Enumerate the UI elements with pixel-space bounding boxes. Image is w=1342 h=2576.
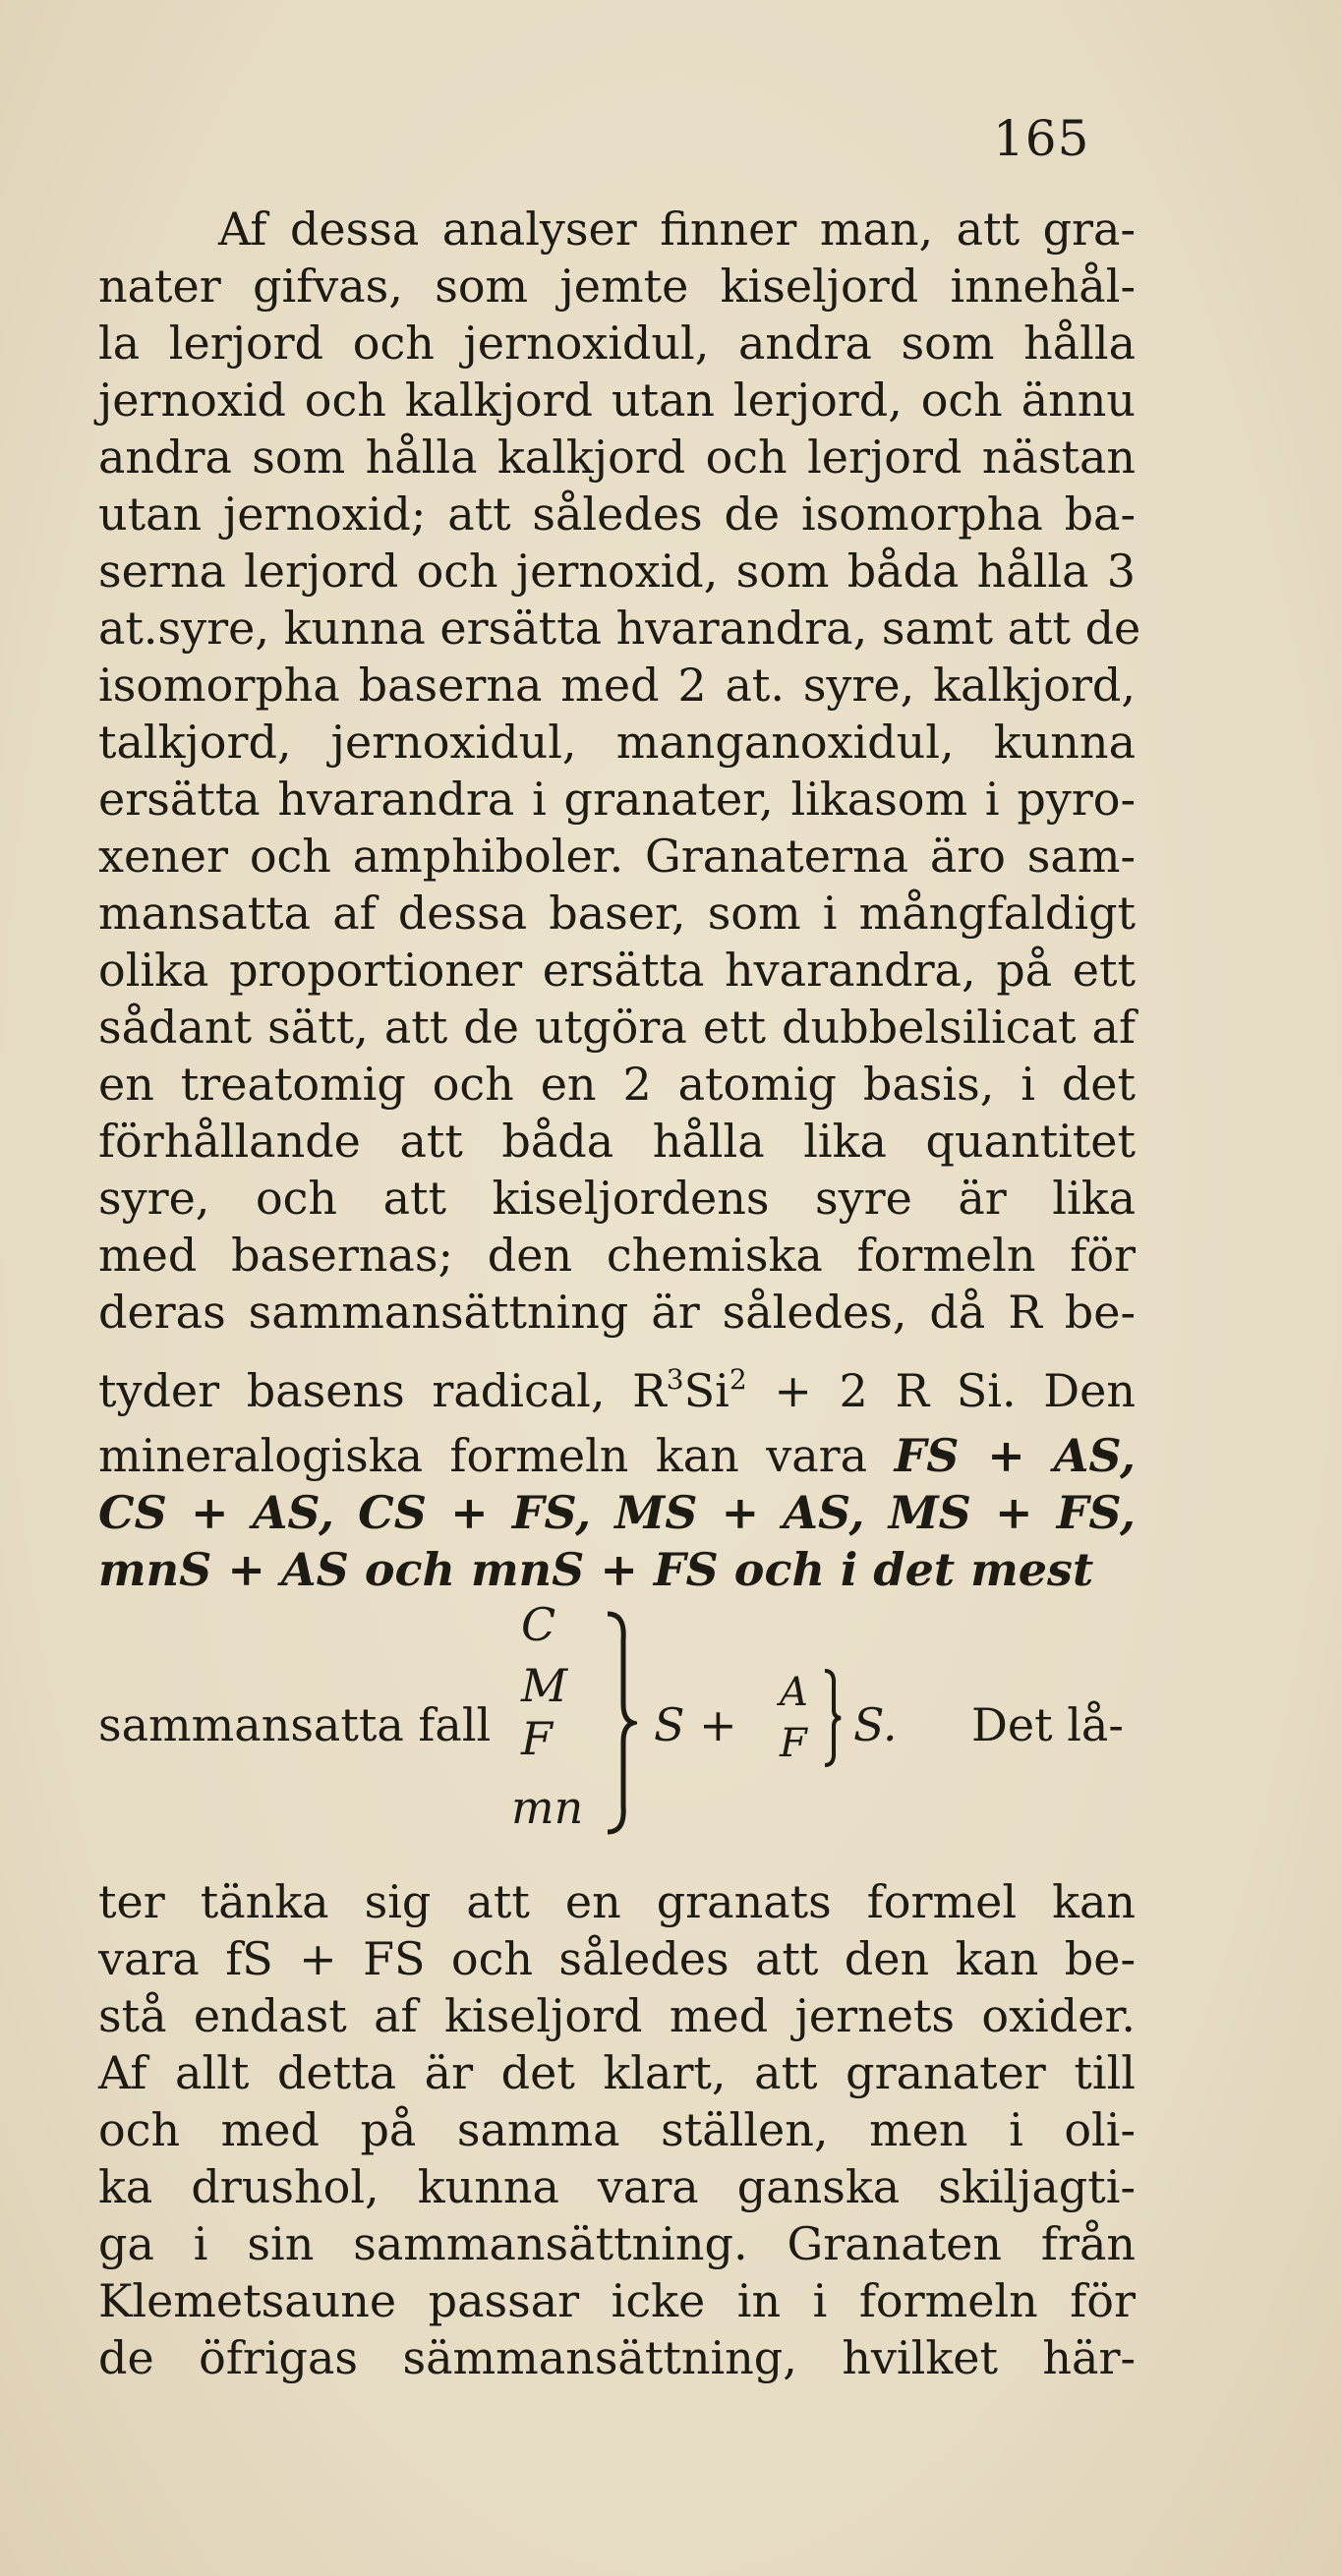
text-line: utan jernoxid; att således de isomorpha ba-: [98, 487, 1136, 541]
mineral-formula: FS + AS,: [894, 1429, 1136, 1482]
text-line: de öfrigas sämmansättning, hvilket här-: [98, 2331, 1136, 2384]
mineralogical-formula-line: [98, 1429, 1136, 1482]
text-line: med basernas; den chemiska formeln för: [98, 1229, 1136, 1282]
scheme-base-c: C: [521, 1598, 556, 1651]
text-line: en treatomig och en 2 atomig basis, i det: [98, 1058, 1136, 1111]
scheme-label: sammansatta fall: [98, 1698, 492, 1751]
text-line: Klemetsaune passar icke in i formeln för: [98, 2274, 1136, 2327]
formula-line: mnS + AS och mnS + FS och i det mest: [98, 1543, 1094, 1596]
text-line: ter tänka sig att en granats formel kan: [98, 1875, 1136, 1928]
text-line: at.syre, kunna ersätta hvarandra, samt att de: [98, 601, 1141, 655]
scheme-base-f: F: [521, 1712, 553, 1765]
formula-scheme: [98, 1592, 1140, 1848]
text-line: mansatta af dessa baser, som i mångfaldigt: [98, 887, 1136, 940]
text-line: nater gifvas, som jemte kiseljord innehål-: [98, 259, 1136, 313]
scheme-iron: F: [780, 1721, 807, 1766]
scheme-alumina: A: [780, 1670, 808, 1715]
text-line: olika proportioner ersätta hvarandra, på ett: [98, 944, 1136, 997]
text-line: deras sammansättning är således, då R be-: [98, 1286, 1136, 1339]
scheme-trail: Det lå-: [971, 1698, 1124, 1751]
text-line: isomorpha baserna med 2 at. syre, kalkjord,: [98, 658, 1136, 712]
formula-after: Den: [1043, 1364, 1137, 1417]
scheme-end: S.: [853, 1698, 898, 1751]
text-line: förhållande att båda hålla lika quantitet: [98, 1115, 1136, 1168]
page-number: 165: [993, 110, 1090, 167]
small-curly-brace-icon: [821, 1667, 845, 1769]
text-line: andra som hålla kalkjord och lerjord nästan: [98, 430, 1136, 484]
text-line: vara fS + FS och således att den kan be-: [98, 1932, 1136, 1985]
formula-line: CS + AS, CS + FS, MS + AS, MS + FS,: [98, 1486, 1136, 1539]
text-line: serna lerjord och jernoxid, som båda hålla 3: [98, 544, 1136, 598]
text-line: ersätta hvarandra i granater, likasom i pyro-: [98, 773, 1136, 826]
text-line: sådant sätt, att de utgöra ett dubbelsilicat af: [98, 1001, 1136, 1054]
text-line: jernoxid och kalkjord utan lerjord, och ännu: [98, 373, 1136, 427]
text-line: xener och amphiboler. Granaterna äro sam-: [98, 830, 1136, 883]
scheme-base-m: M: [521, 1659, 568, 1712]
text-line: Af dessa analyser finner man, att gra-: [218, 202, 1136, 256]
scheme-s-plus: S +: [654, 1698, 737, 1751]
formula-expression: $R^3Si^2 + 2$ R Si.: [632, 1363, 1017, 1417]
scheme-base-mn: mn: [511, 1781, 584, 1834]
curly-brace-icon: [602, 1610, 637, 1836]
text-line: ka drushol, kunna vara ganska skiljagti-: [98, 2160, 1136, 2213]
text-line: syre, och att kiseljordens syre är lika: [98, 1172, 1136, 1225]
formula-intro: tyder basens radical,: [98, 1364, 606, 1417]
chemical-formula-line: [98, 1363, 1137, 1417]
text-line: ga i sin sammansättning. Granaten från: [98, 2217, 1136, 2270]
text-line: Af allt detta är det klart, att granater till: [98, 2046, 1136, 2099]
text-line: talkjord, jernoxidul, manganoxidul, kunna: [98, 716, 1136, 769]
text-line: stå endast af kiseljord med jernets oxider.: [98, 1989, 1136, 2042]
text-line: la lerjord och jernoxidul, andra som hålla: [98, 316, 1136, 370]
mineral-intro: mineralogiska formeln kan vara: [98, 1429, 868, 1482]
text-line: och med på samma ställen, men i oli-: [98, 2103, 1136, 2156]
